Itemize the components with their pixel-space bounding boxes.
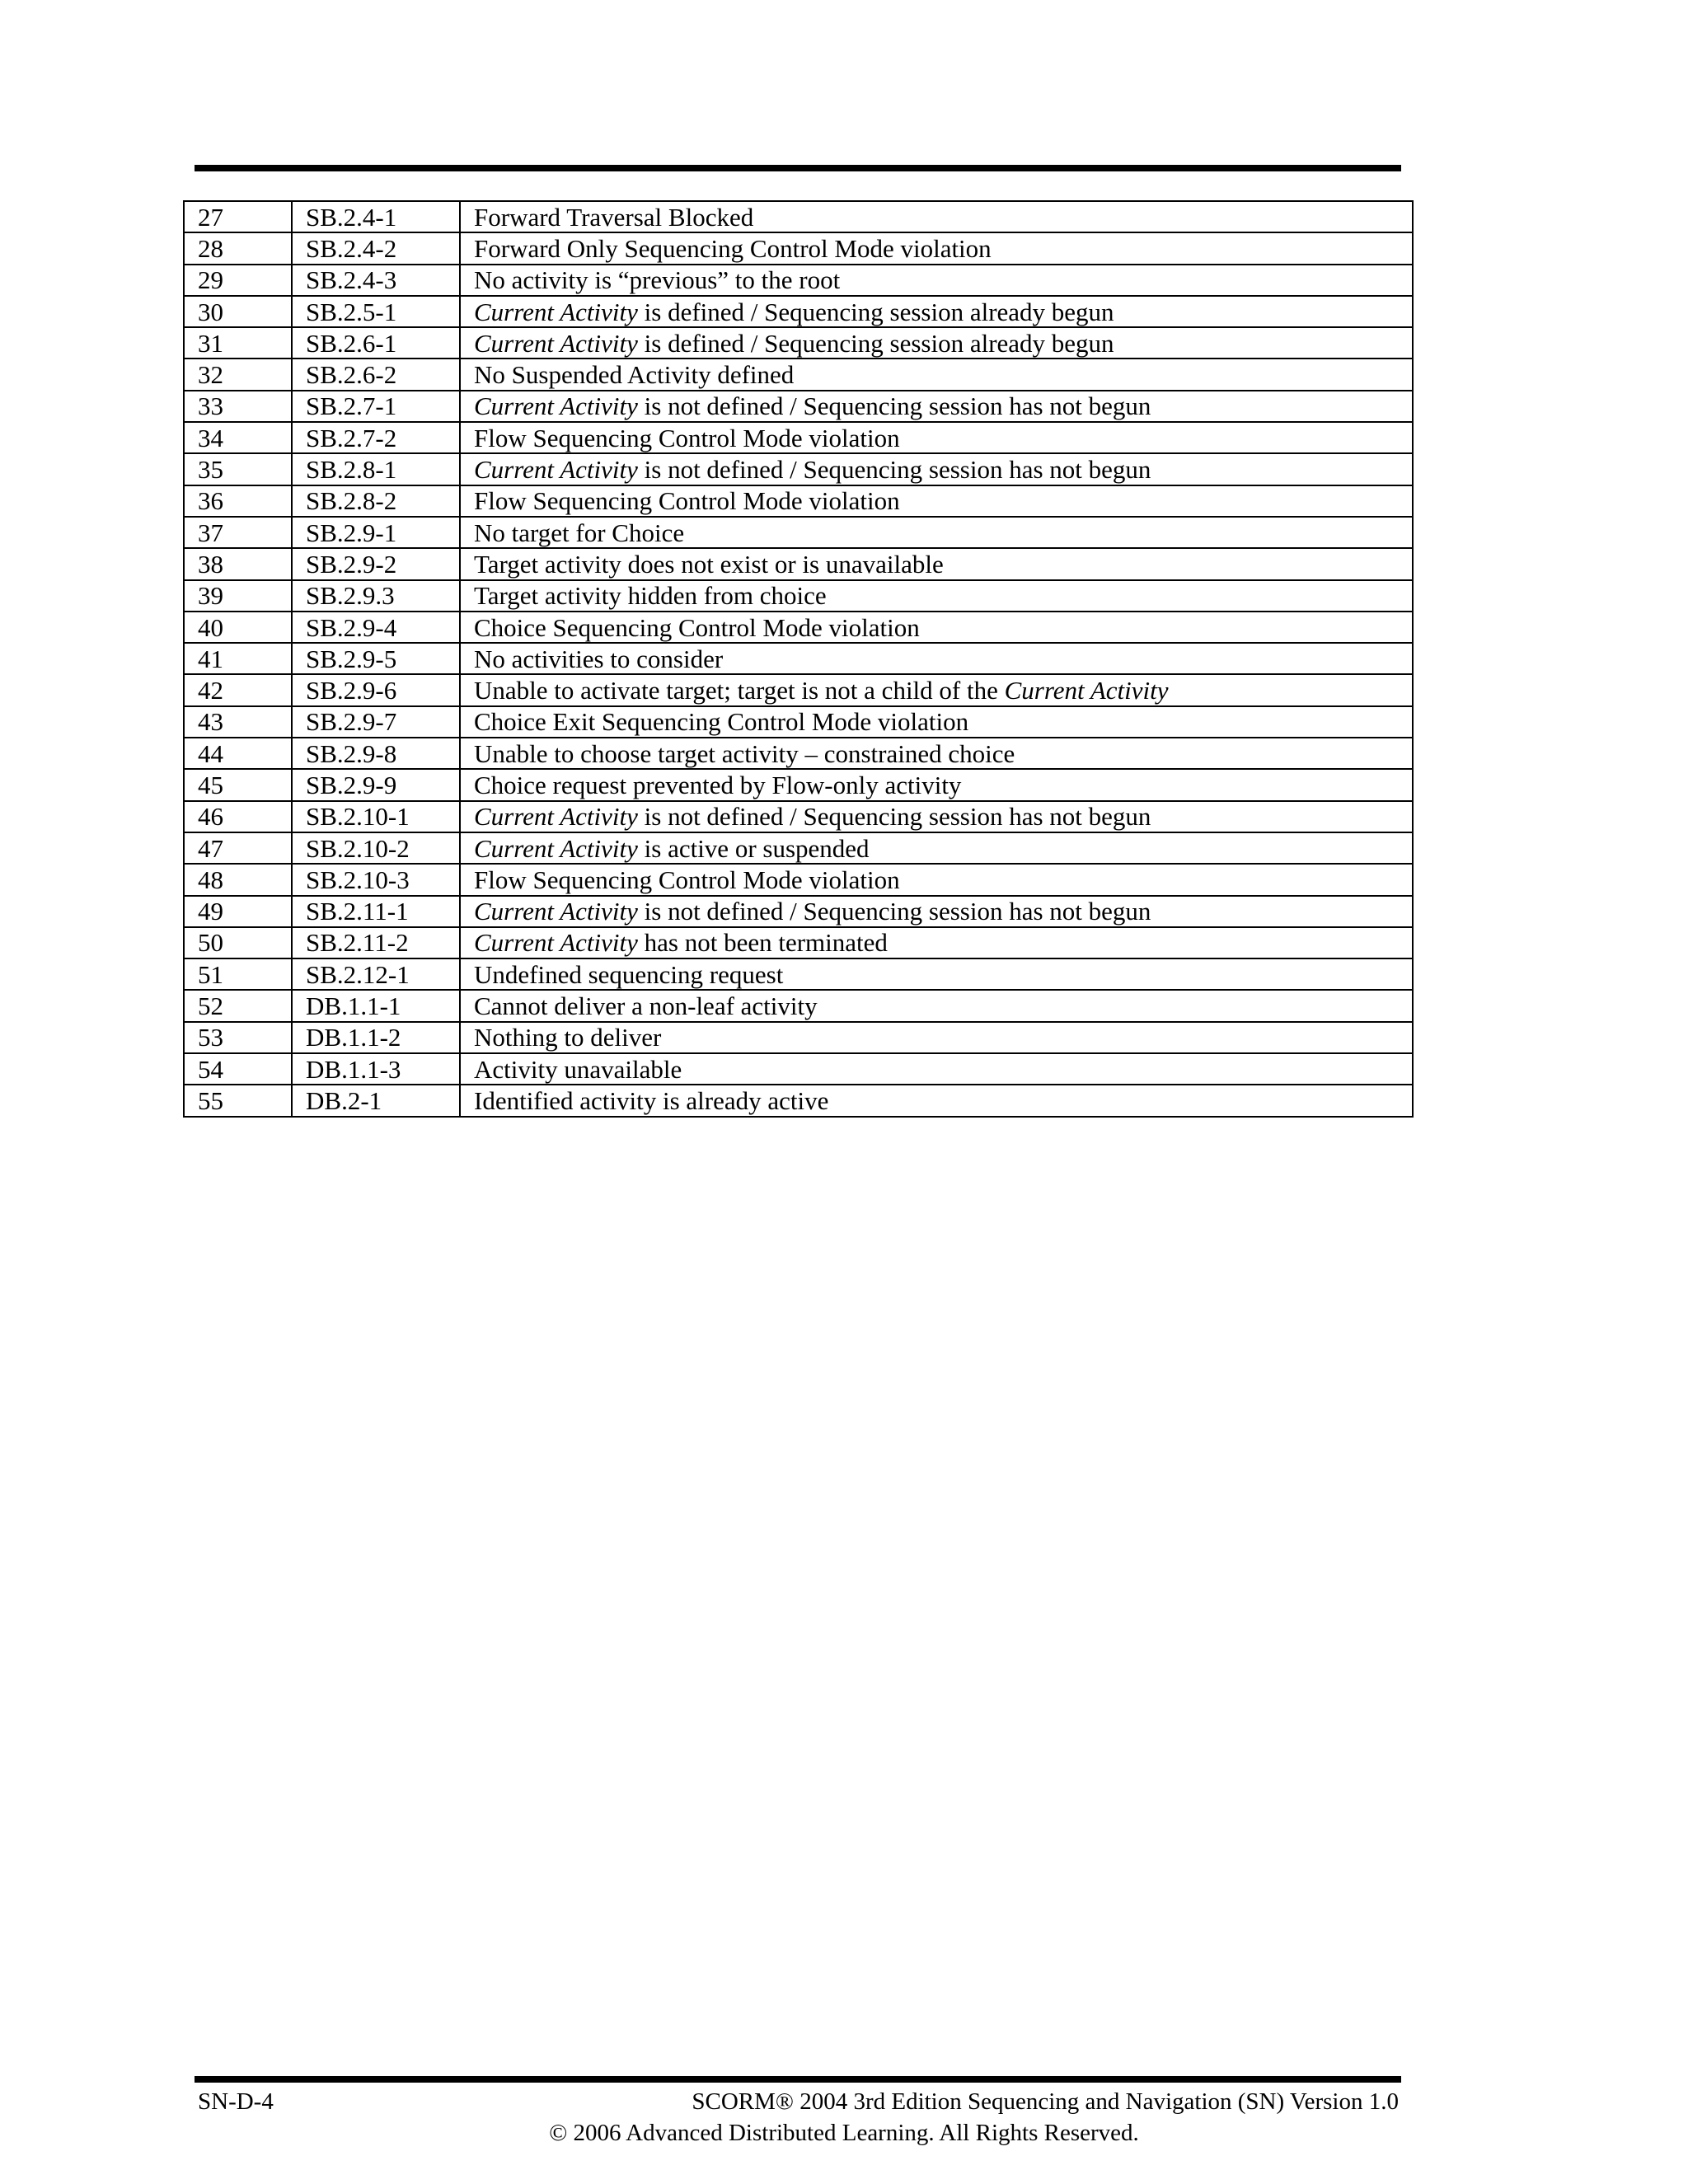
exception-code-cell: SB.2.9-6 xyxy=(292,674,460,705)
description-text: Choice Sequencing Control Mode violation xyxy=(474,612,920,642)
description-cell xyxy=(460,674,1413,705)
row-number-cell: 27 xyxy=(184,201,292,232)
footer-rule xyxy=(195,2076,1401,2083)
description-cell xyxy=(460,958,1413,990)
exception-code-cell: SB.2.4-1 xyxy=(292,201,460,232)
description-text: is not defined / Sequencing session has not begun xyxy=(637,455,1151,485)
description-text: Unable to choose target activity – constrained choice xyxy=(474,738,1015,768)
exception-code-cell: SB.2.10-1 xyxy=(292,801,460,832)
description-text: No activities to consider xyxy=(474,644,724,673)
exception-code-cell: DB.1.1-2 xyxy=(292,1022,460,1053)
description-cell xyxy=(460,265,1413,296)
description-cell xyxy=(460,612,1413,643)
table-row xyxy=(184,738,1413,769)
description-cell xyxy=(460,485,1413,517)
exception-code-cell: SB.2.9-5 xyxy=(292,643,460,674)
exception-code-cell: DB.1.1-3 xyxy=(292,1053,460,1085)
exception-code-cell: SB.2.8-1 xyxy=(292,453,460,485)
row-number-cell: 31 xyxy=(184,327,292,359)
row-number-cell: 42 xyxy=(184,674,292,705)
row-number-cell: 37 xyxy=(184,517,292,548)
description-cell xyxy=(460,517,1413,548)
description-text: is defined / Sequencing session already begun xyxy=(637,297,1114,326)
description-cell xyxy=(460,391,1413,422)
row-number-cell: 33 xyxy=(184,391,292,422)
description-cell xyxy=(460,580,1413,612)
table-row xyxy=(184,1022,1413,1053)
description-text: is defined / Sequencing session already begun xyxy=(637,328,1114,358)
description-cell xyxy=(460,643,1413,674)
row-number-cell: 34 xyxy=(184,422,292,453)
exception-code-cell: SB.2.11-2 xyxy=(292,927,460,958)
exception-code-cell: DB.1.1-1 xyxy=(292,990,460,1021)
description-cell xyxy=(460,296,1413,327)
description-emphasis: Current Activity xyxy=(474,391,638,421)
row-number-cell: 40 xyxy=(184,612,292,643)
row-number-cell: 28 xyxy=(184,232,292,264)
description-text: No target for Choice xyxy=(474,518,685,547)
description-cell xyxy=(460,1085,1413,1116)
description-cell xyxy=(460,453,1413,485)
row-number-cell: 41 xyxy=(184,643,292,674)
row-number-cell: 53 xyxy=(184,1022,292,1053)
description-text: Target activity hidden from choice xyxy=(474,581,827,611)
table-row xyxy=(184,927,1413,958)
exception-codes-table xyxy=(183,200,1414,1118)
description-cell xyxy=(460,864,1413,895)
table-row xyxy=(184,453,1413,485)
row-number-cell: 55 xyxy=(184,1085,292,1116)
description-emphasis: Current Activity xyxy=(1004,676,1169,705)
description-text: Unable to activate target; target is not a child of the xyxy=(474,676,1005,705)
table-row xyxy=(184,232,1413,264)
exception-code-cell: SB.2.12-1 xyxy=(292,958,460,990)
header-rule xyxy=(195,165,1401,171)
description-text: Flow Sequencing Control Mode violation xyxy=(474,865,900,894)
description-cell xyxy=(460,738,1413,769)
exception-code-cell: SB.2.9-1 xyxy=(292,517,460,548)
table-row xyxy=(184,391,1413,422)
description-cell xyxy=(460,896,1413,927)
description-text: Target activity does not exist or is unavailable xyxy=(474,549,944,579)
exception-code-cell: SB.2.6-2 xyxy=(292,359,460,390)
table-row xyxy=(184,201,1413,232)
row-number-cell: 38 xyxy=(184,548,292,579)
description-cell xyxy=(460,927,1413,958)
description-text: No Suspended Activity defined xyxy=(474,360,795,390)
description-text: Identified activity is already active xyxy=(474,1085,829,1115)
description-cell xyxy=(460,1053,1413,1085)
table-row xyxy=(184,769,1413,800)
exception-code-cell: SB.2.4-2 xyxy=(292,232,460,264)
description-cell xyxy=(460,769,1413,800)
row-number-cell: 44 xyxy=(184,738,292,769)
row-number-cell: 43 xyxy=(184,706,292,738)
exception-code-cell: SB.2.5-1 xyxy=(292,296,460,327)
row-number-cell: 36 xyxy=(184,485,292,517)
exception-code-cell: SB.2.11-1 xyxy=(292,896,460,927)
row-number-cell: 29 xyxy=(184,265,292,296)
exception-codes-body xyxy=(184,201,1413,1117)
table-row xyxy=(184,801,1413,832)
table-row xyxy=(184,485,1413,517)
description-cell xyxy=(460,990,1413,1021)
description-cell xyxy=(460,548,1413,579)
footer-document-title: SCORM® 2004 3rd Edition Sequencing and Navigation (SN) Version 1.0 xyxy=(692,2088,1399,2115)
row-number-cell: 39 xyxy=(184,580,292,612)
table-row xyxy=(184,864,1413,895)
row-number-cell: 45 xyxy=(184,769,292,800)
exception-code-cell: SB.2.6-1 xyxy=(292,327,460,359)
description-text: Choice request prevented by Flow-only activity xyxy=(474,770,962,799)
description-emphasis: Current Activity xyxy=(474,928,638,958)
description-text: Flow Sequencing Control Mode violation xyxy=(474,486,900,516)
description-text: has not been terminated xyxy=(637,928,888,958)
description-emphasis: Current Activity xyxy=(474,833,638,863)
description-text: Flow Sequencing Control Mode violation xyxy=(474,423,900,452)
description-text: Choice Exit Sequencing Control Mode violation xyxy=(474,707,969,737)
exception-code-cell: DB.2-1 xyxy=(292,1085,460,1116)
table-row xyxy=(184,580,1413,612)
description-emphasis: Current Activity xyxy=(474,455,638,485)
description-cell xyxy=(460,706,1413,738)
exception-code-cell: SB.2.10-3 xyxy=(292,864,460,895)
table-row xyxy=(184,832,1413,864)
row-number-cell: 47 xyxy=(184,832,292,864)
row-number-cell: 49 xyxy=(184,896,292,927)
footer-copyright: © 2006 Advanced Distributed Learning. All Rights Reserved. xyxy=(549,2120,1139,2146)
description-text: Forward Only Sequencing Control Mode violation xyxy=(474,233,992,263)
description-text: Activity unavailable xyxy=(474,1054,682,1084)
table-row xyxy=(184,990,1413,1021)
description-text: is not defined / Sequencing session has not begun xyxy=(637,897,1151,926)
description-text: Nothing to deliver xyxy=(474,1023,662,1052)
description-text: is not defined / Sequencing session has not begun xyxy=(637,802,1151,832)
description-text: is active or suspended xyxy=(637,833,870,863)
description-emphasis: Current Activity xyxy=(474,802,638,832)
description-emphasis: Current Activity xyxy=(474,328,638,358)
description-text: No activity is “previous” to the root xyxy=(474,265,841,295)
row-number-cell: 51 xyxy=(184,958,292,990)
description-cell xyxy=(460,422,1413,453)
exception-code-cell: SB.2.9-4 xyxy=(292,612,460,643)
table-row xyxy=(184,548,1413,579)
description-text: is not defined / Sequencing session has not begun xyxy=(637,391,1151,421)
table-row xyxy=(184,422,1413,453)
row-number-cell: 35 xyxy=(184,453,292,485)
row-number-cell: 30 xyxy=(184,296,292,327)
table-row xyxy=(184,612,1413,643)
row-number-cell: 32 xyxy=(184,359,292,390)
description-emphasis: Current Activity xyxy=(474,897,638,926)
description-cell xyxy=(460,832,1413,864)
table-row xyxy=(184,896,1413,927)
table-row xyxy=(184,296,1413,327)
description-emphasis: Current Activity xyxy=(474,297,638,326)
exception-code-cell: SB.2.4-3 xyxy=(292,265,460,296)
description-cell xyxy=(460,801,1413,832)
exception-code-cell: SB.2.9-9 xyxy=(292,769,460,800)
table-row xyxy=(184,1053,1413,1085)
table-row xyxy=(184,674,1413,705)
table-row xyxy=(184,359,1413,390)
exception-code-cell: SB.2.7-2 xyxy=(292,422,460,453)
exception-code-cell: SB.2.9-7 xyxy=(292,706,460,738)
row-number-cell: 48 xyxy=(184,864,292,895)
footer-page-id: SN-D-4 xyxy=(198,2088,274,2115)
table-row xyxy=(184,958,1413,990)
row-number-cell: 52 xyxy=(184,990,292,1021)
description-text: Undefined sequencing request xyxy=(474,959,784,989)
table-row xyxy=(184,643,1413,674)
description-text: Cannot deliver a non-leaf activity xyxy=(474,991,818,1021)
description-text: Forward Traversal Blocked xyxy=(474,202,754,232)
table-row xyxy=(184,517,1413,548)
table-row xyxy=(184,265,1413,296)
row-number-cell: 54 xyxy=(184,1053,292,1085)
table-row xyxy=(184,706,1413,738)
table-row xyxy=(184,1085,1413,1116)
description-cell xyxy=(460,1022,1413,1053)
exception-code-cell: SB.2.9-2 xyxy=(292,548,460,579)
exception-code-cell: SB.2.9.3 xyxy=(292,580,460,612)
exception-code-cell: SB.2.10-2 xyxy=(292,832,460,864)
row-number-cell: 50 xyxy=(184,927,292,958)
table-row xyxy=(184,327,1413,359)
description-cell xyxy=(460,327,1413,359)
exception-code-cell: SB.2.9-8 xyxy=(292,738,460,769)
description-cell xyxy=(460,359,1413,390)
description-cell xyxy=(460,201,1413,232)
row-number-cell: 46 xyxy=(184,801,292,832)
exception-code-cell: SB.2.8-2 xyxy=(292,485,460,517)
exception-code-cell: SB.2.7-1 xyxy=(292,391,460,422)
description-cell xyxy=(460,232,1413,264)
